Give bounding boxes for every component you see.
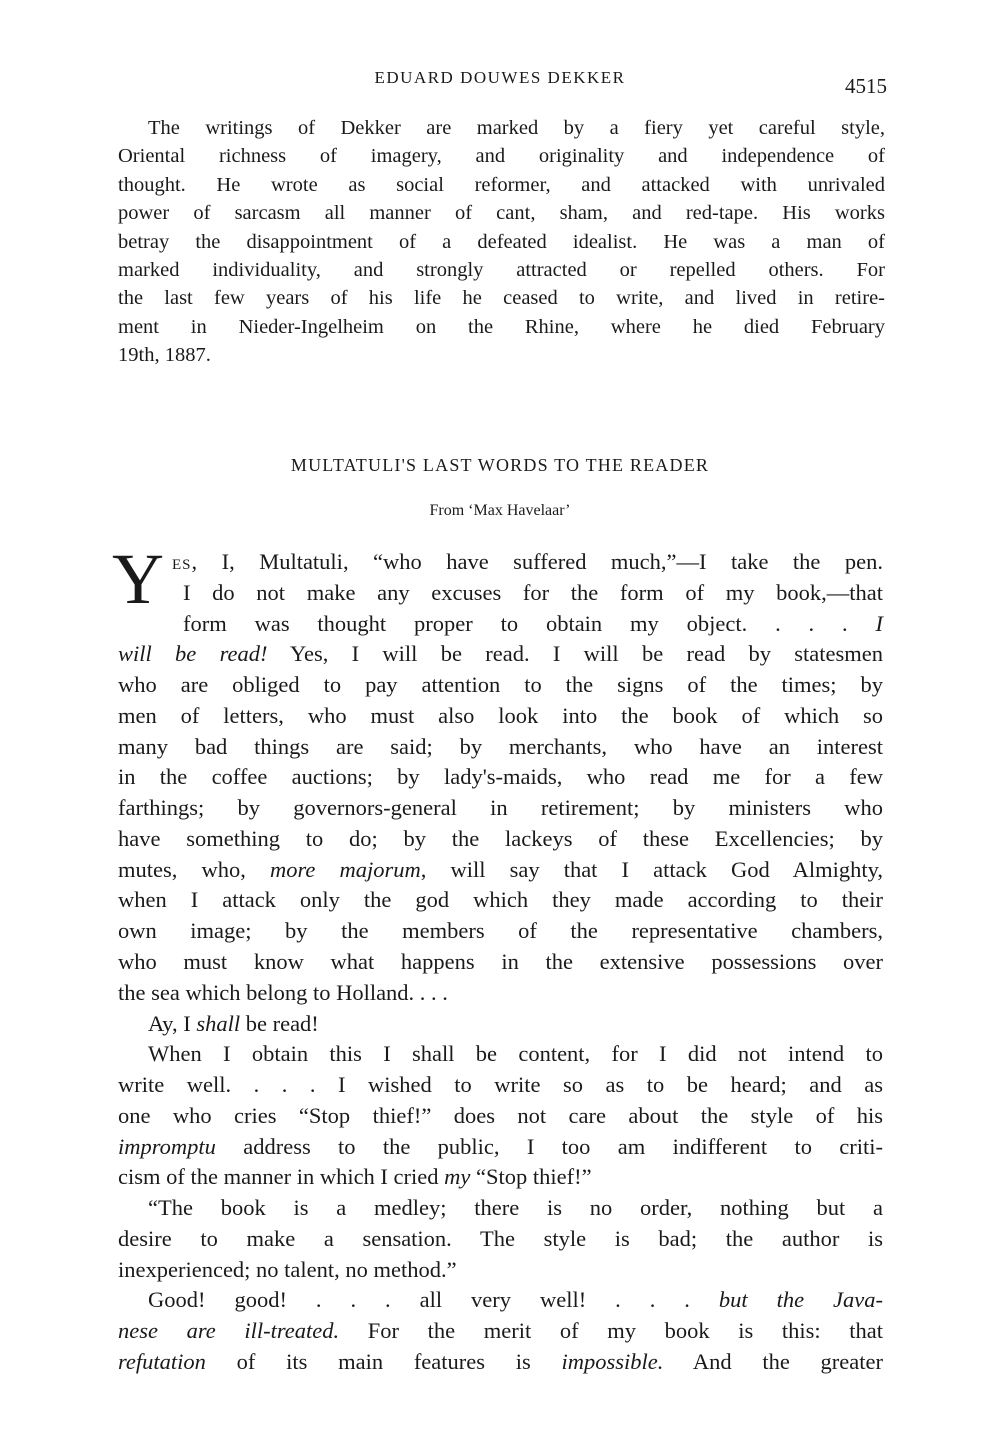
text-segment: who must know what happens in the extensive possessions over xyxy=(118,949,883,974)
text-segment: “The book is a medley; there is no order, nothing but a xyxy=(148,1195,883,1221)
text-line xyxy=(118,1225,883,1253)
text-line xyxy=(118,794,883,822)
text-segment: ment in Nieder-Ingelheim on the Rhine, where he died February xyxy=(118,315,885,338)
text-segment: , will say that I attack God Almighty, xyxy=(420,856,883,882)
text-segment: desire to make a sensation. The style is bad; the author is xyxy=(118,1225,883,1251)
text-line xyxy=(118,702,883,730)
section-source: From ‘Max Havelaar’ xyxy=(429,502,571,519)
text-line xyxy=(118,1163,883,1191)
text-line xyxy=(148,1040,883,1068)
text-segment: power of sarcasm all manner of cant, sham, and red-tape. His works xyxy=(118,202,885,225)
text-segment: thought. He wrote as social reformer, and attacked with unrivaled xyxy=(118,173,885,196)
text-line xyxy=(118,1133,883,1161)
text-line xyxy=(118,284,885,312)
text-segment: ES xyxy=(172,557,192,573)
text-line xyxy=(118,671,883,699)
text-line xyxy=(118,256,885,284)
text-segment: When I obtain this I shall be content, for I did not intend to xyxy=(148,1041,883,1067)
text-segment: marked individuality, and strongly attracted or repelled others. For xyxy=(118,259,885,281)
text-line xyxy=(118,1348,883,1376)
text-segment: I do not make any excuses for the form of my book,—that xyxy=(183,579,883,605)
text-line xyxy=(148,1010,883,1038)
text-line xyxy=(118,1256,883,1284)
text-segment: “Stop thief!” xyxy=(470,1164,592,1190)
text-segment: And the greater xyxy=(663,1349,883,1375)
text-segment: mutes, who, xyxy=(118,856,270,882)
italic-text: refutation xyxy=(118,1349,206,1375)
text-line xyxy=(118,948,883,976)
text-segment: cism of the manner in which I cried xyxy=(118,1164,445,1190)
text-segment: one who cries “Stop thief!” does not care about the style of his xyxy=(118,1102,883,1128)
text-segment: have something to do; by the lackeys of these Excellencies; by xyxy=(118,825,883,851)
running-title: EDUARD DOUWES DEKKER xyxy=(374,68,626,87)
text-segment: Ay, I xyxy=(148,1010,197,1036)
text-segment: in the coffee auctions; by lady's-maids, who read me for a few xyxy=(118,764,883,790)
italic-text: more majorum xyxy=(269,856,421,882)
text-line xyxy=(118,1317,883,1345)
text-segment: write well. . . . I wished to write so as to be heard; and as xyxy=(118,1072,883,1098)
text-line xyxy=(118,228,885,256)
italic-text: impromptu xyxy=(118,1133,216,1159)
italic-text: will be read! xyxy=(118,641,268,667)
text-segment: Oriental richness of imagery, and originality and independence of xyxy=(118,145,885,168)
text-line xyxy=(148,1194,883,1222)
text-segment: betray the disappointment of a defeated idealist. He was a man of xyxy=(118,230,885,253)
drop-cap: Y xyxy=(112,539,164,619)
text-segment: Good! good! . . . all very well! . . . xyxy=(148,1287,719,1313)
text-line xyxy=(118,825,883,853)
text-line xyxy=(118,341,885,369)
italic-text: I xyxy=(875,610,883,636)
italic-text: my xyxy=(444,1164,471,1190)
text-line xyxy=(118,886,883,914)
text-segment: men of letters, who must also look into the book of which so xyxy=(118,702,883,728)
text-segment: who are obliged to pay attention to the signs of the times; by xyxy=(118,672,883,698)
text-segment: form was thought proper to obtain my object. . . . xyxy=(183,610,876,636)
text-line xyxy=(118,313,885,341)
text-line xyxy=(148,1286,883,1314)
text-line xyxy=(118,1102,883,1130)
text-line xyxy=(118,199,885,227)
text-segment: address to the public, I too am indifferent to criti- xyxy=(215,1133,883,1159)
page-number: 4515 xyxy=(845,74,887,98)
text-segment: when I attack only the god which they made according to their xyxy=(118,887,883,913)
text-line xyxy=(118,979,883,1007)
text-line xyxy=(118,142,885,170)
text-segment: 19th, 1887. xyxy=(118,344,211,367)
section-title: MULTATULI'S LAST WORDS TO THE READER xyxy=(290,455,710,475)
text-segment: Yes, I will be read. I will be read by statesmen xyxy=(267,641,884,667)
text-segment: The writings of Dekker are marked by a fiery yet careful style, xyxy=(148,117,885,139)
text-segment: many bad things are said; by merchants, who have an interest xyxy=(118,733,883,759)
text-line xyxy=(172,548,883,576)
text-line xyxy=(118,171,885,199)
text-segment: , I, Multatuli, “who have suffered much,”—I take the pen. xyxy=(191,549,883,574)
text-line xyxy=(183,610,883,638)
text-segment: inexperienced; no talent, no method.” xyxy=(118,1256,457,1282)
text-line xyxy=(183,579,883,607)
text-segment: the last few years of his life he ceased to write, and lived in retire- xyxy=(118,287,885,310)
text-segment: of its main features is xyxy=(205,1349,562,1375)
italic-text: but the Java- xyxy=(718,1287,883,1313)
text-line xyxy=(118,640,883,668)
text-line xyxy=(118,1071,883,1099)
text-segment: be read! xyxy=(240,1010,319,1036)
text-segment: farthings; by governors-general in retirement; by ministers who xyxy=(118,795,883,821)
text-segment: the sea which belong to Holland. . . . xyxy=(118,979,448,1005)
text-line xyxy=(118,856,883,884)
text-line xyxy=(148,114,885,142)
text-line xyxy=(118,763,883,791)
text-segment: own image; by the members of the representative chambers, xyxy=(118,918,883,944)
text-line xyxy=(118,917,883,945)
italic-text: nese are ill-treated. xyxy=(118,1318,340,1344)
italic-text: shall xyxy=(196,1010,241,1036)
italic-text: impossible. xyxy=(561,1349,664,1375)
text-line xyxy=(118,733,883,761)
text-segment: For the merit of my book is this: that xyxy=(339,1318,883,1344)
